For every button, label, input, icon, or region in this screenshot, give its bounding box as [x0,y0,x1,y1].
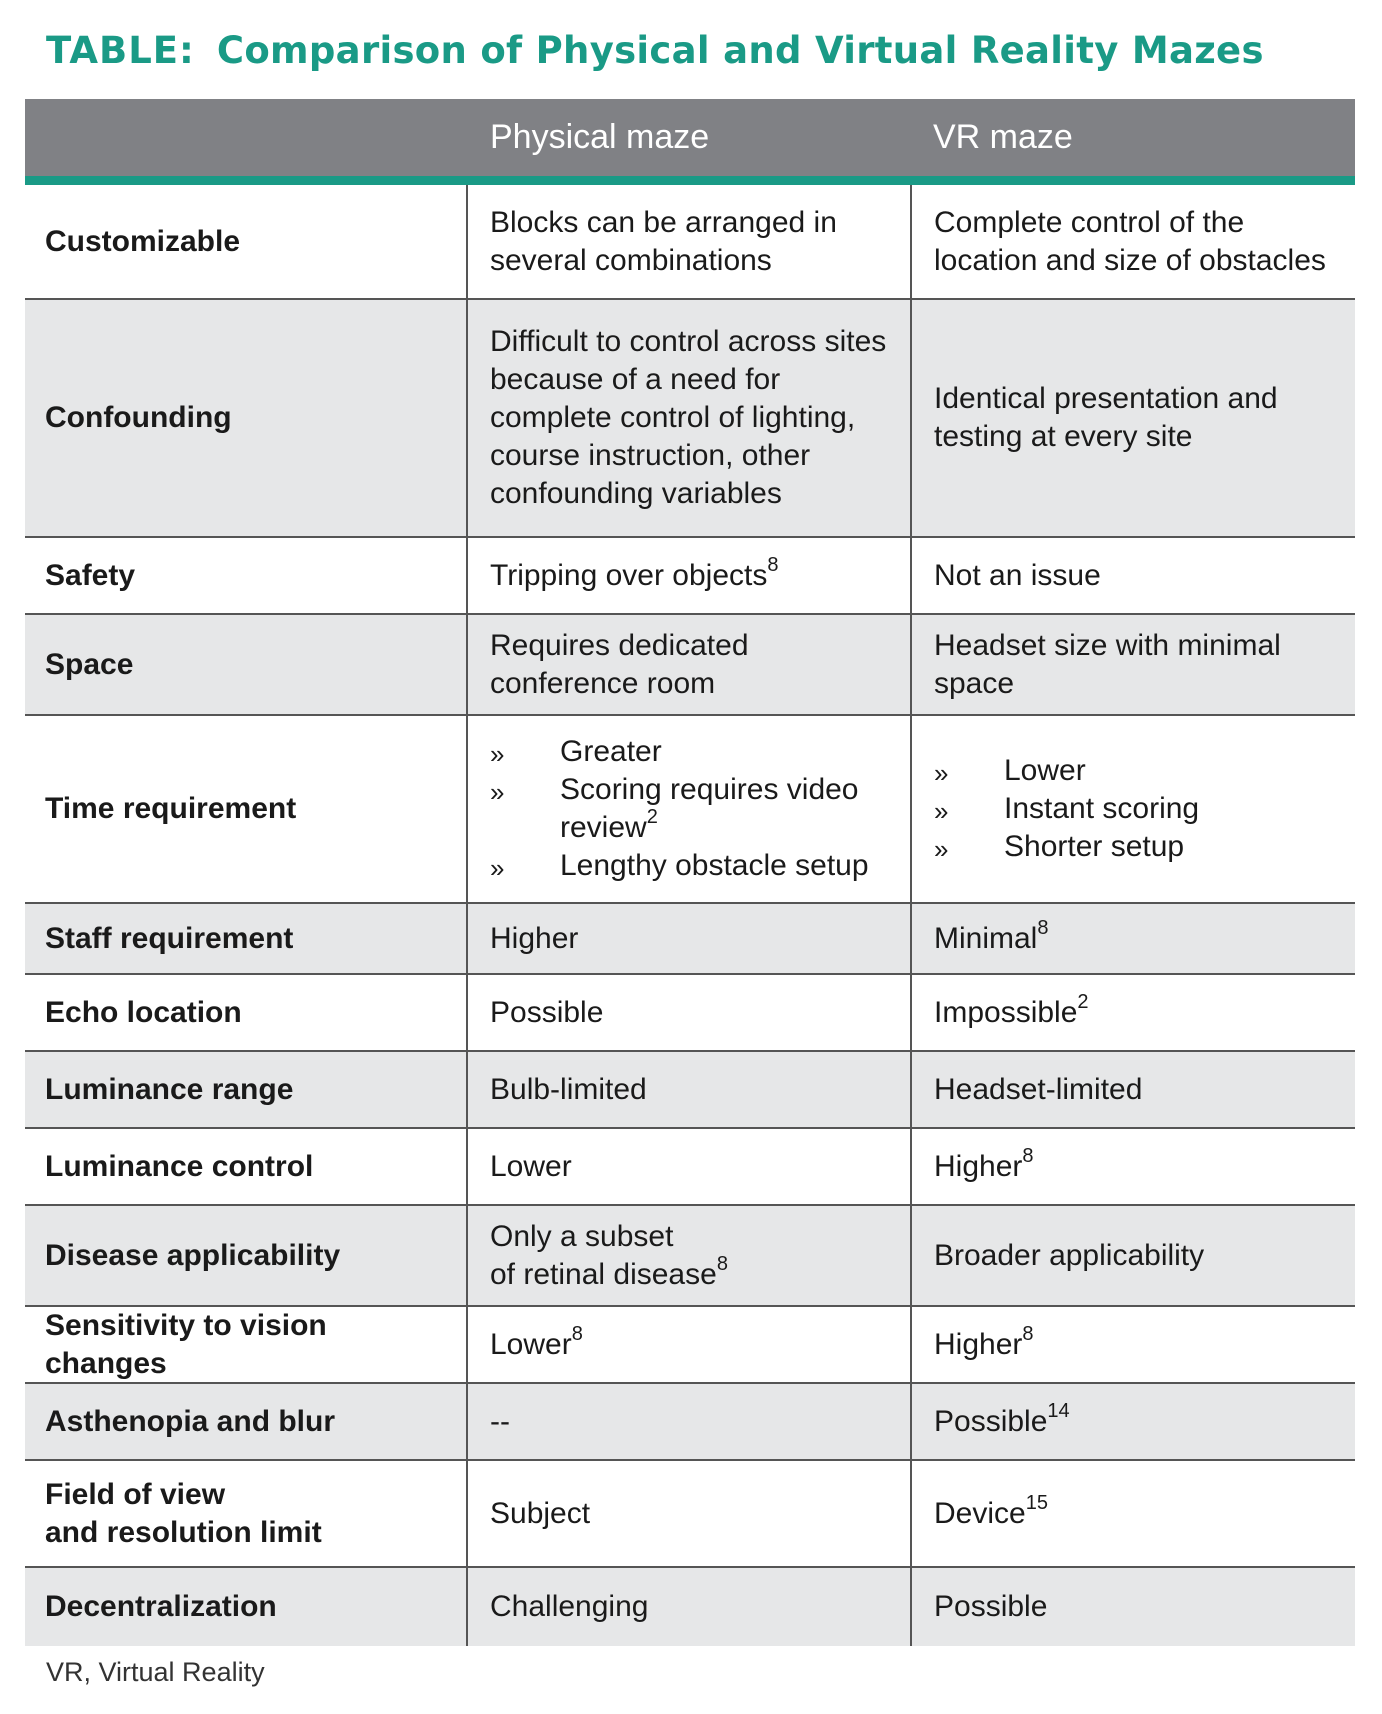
row-label: Echo location [25,975,468,1050]
physical-text: Lower [490,1327,572,1361]
vr-cell: Not an issue [934,558,1101,592]
row-label: Customizable [25,185,468,298]
row-label: Safety [25,538,468,613]
table-row [25,1206,1355,1307]
row-label: Time requirement [25,716,468,902]
citation: 8 [1022,1144,1034,1167]
bullet-chevron-icon: » [490,739,505,769]
vr-cell [912,716,1355,902]
citation: 8 [767,553,779,576]
physical-cell: Higher [468,904,912,973]
vr-text: Impossible [934,995,1078,1029]
list-item [490,771,896,847]
row-label: Space [25,615,468,714]
vr-text: Minimal [934,921,1038,955]
citation: 2 [646,806,658,828]
row-label: Asthenopia and blur [25,1384,468,1459]
table-row [25,1384,1355,1461]
table-row [25,185,1355,300]
vr-cell [912,1129,1355,1204]
citation: 8 [1037,916,1049,939]
physical-cell: Difficult to control across sites because of a need for complete control of lighting, course instruction, other confounding variables [468,300,912,536]
list-item-text: Greater [560,735,662,768]
bullet-chevron-icon: » [490,853,505,883]
citation: 2 [1077,990,1089,1013]
row-label-line2: and resolution limit [45,1515,322,1549]
vr-cell: Headset-limited [934,1072,1143,1106]
vr-cell: Complete control of the location and size of obstacles [934,205,1326,277]
table-row [25,300,1355,538]
row-label: Decentralization [25,1568,468,1646]
physical-cell: -- [468,1384,912,1459]
list-item [490,847,896,885]
physical-text-line2: of retinal disease [490,1257,717,1291]
vr-cell [912,904,1355,973]
table-title-label: TABLE: [46,28,195,72]
row-label: Sensitivity to vision changes [25,1307,468,1382]
list-item-text: Lengthy obstacle setup [560,849,869,882]
table-row [25,1461,1355,1568]
row-label: Luminance range [25,1052,468,1127]
table-row [25,615,1355,716]
physical-cell: Blocks can be arranged in several combinations [468,185,912,298]
physical-text-line1: Only a subset [490,1219,674,1253]
physical-cell: Requires dedicated conference room [468,615,912,714]
physical-cell: Bulb-limited [468,1052,912,1127]
list-item [934,752,1199,790]
physical-cell: Challenging [468,1568,912,1646]
vr-cell: Headset size with minimal space [934,628,1281,700]
citation: 14 [1047,1399,1070,1422]
list-item-text: Shorter setup [1004,830,1185,863]
row-label-line1: Field of view [45,1477,226,1511]
row-label: Luminance control [25,1129,468,1204]
vr-cell: Possible [934,1590,1048,1623]
table-row [25,1568,1355,1646]
bullet-chevron-icon: » [934,758,949,788]
list-item-text: Scoring requires video review [560,773,859,844]
vr-text: Higher [934,1327,1023,1361]
row-label [25,1461,468,1566]
physical-cell: Possible [468,975,912,1050]
vr-text: Possible [934,1404,1048,1438]
vr-cell [912,1461,1355,1566]
table-row [25,538,1355,615]
vr-cell [912,1307,1355,1382]
row-label: Confounding [25,300,468,536]
vr-bullet-list [934,752,1199,866]
vr-cell: Broader applicability [934,1238,1205,1272]
table-title [46,20,1264,80]
bullet-chevron-icon: » [934,796,949,826]
citation: 15 [1025,1491,1048,1514]
physical-cell [468,1206,912,1305]
list-item-text: Lower [1004,754,1086,787]
vr-text: Higher [934,1149,1023,1183]
table-row [25,716,1355,904]
table-row [25,904,1355,975]
vr-cell [912,1384,1355,1459]
table-title-text: Comparison of Physical and Virtual Reality Mazes [216,28,1264,72]
comparison-table [25,99,1355,1646]
list-item [490,733,896,771]
vr-cell [912,975,1355,1050]
table-row [25,1129,1355,1206]
physical-cell [468,716,912,902]
citation: 8 [571,1322,583,1345]
bullet-chevron-icon: » [490,777,505,807]
physical-cell [468,1307,912,1382]
bullet-chevron-icon: » [934,834,949,864]
physical-cell [468,538,912,613]
physical-text: Tripping over objects [490,558,768,592]
physical-cell: Lower [468,1129,912,1204]
physical-bullet-list [490,733,896,885]
table-header [25,99,1355,185]
list-item [934,828,1199,866]
list-item [934,790,1199,828]
table-footnote: VR, Virtual Reality [46,1657,265,1687]
header-empty-cell [25,99,468,176]
physical-cell: Subject [468,1461,912,1566]
vr-cell: Identical presentation and testing at every site [934,382,1278,453]
row-label: Staff requirement [25,904,468,973]
list-item-text: Instant scoring [1004,792,1200,825]
citation: 8 [716,1252,728,1275]
header-vr-maze: VR maze [933,118,1073,156]
table-row [25,975,1355,1052]
table-row [25,1307,1355,1384]
citation: 8 [1022,1322,1034,1345]
row-label: Disease applicability [25,1206,468,1305]
vr-text: Device [934,1496,1026,1530]
table-row [25,1052,1355,1129]
header-physical-maze: Physical maze [490,118,710,156]
